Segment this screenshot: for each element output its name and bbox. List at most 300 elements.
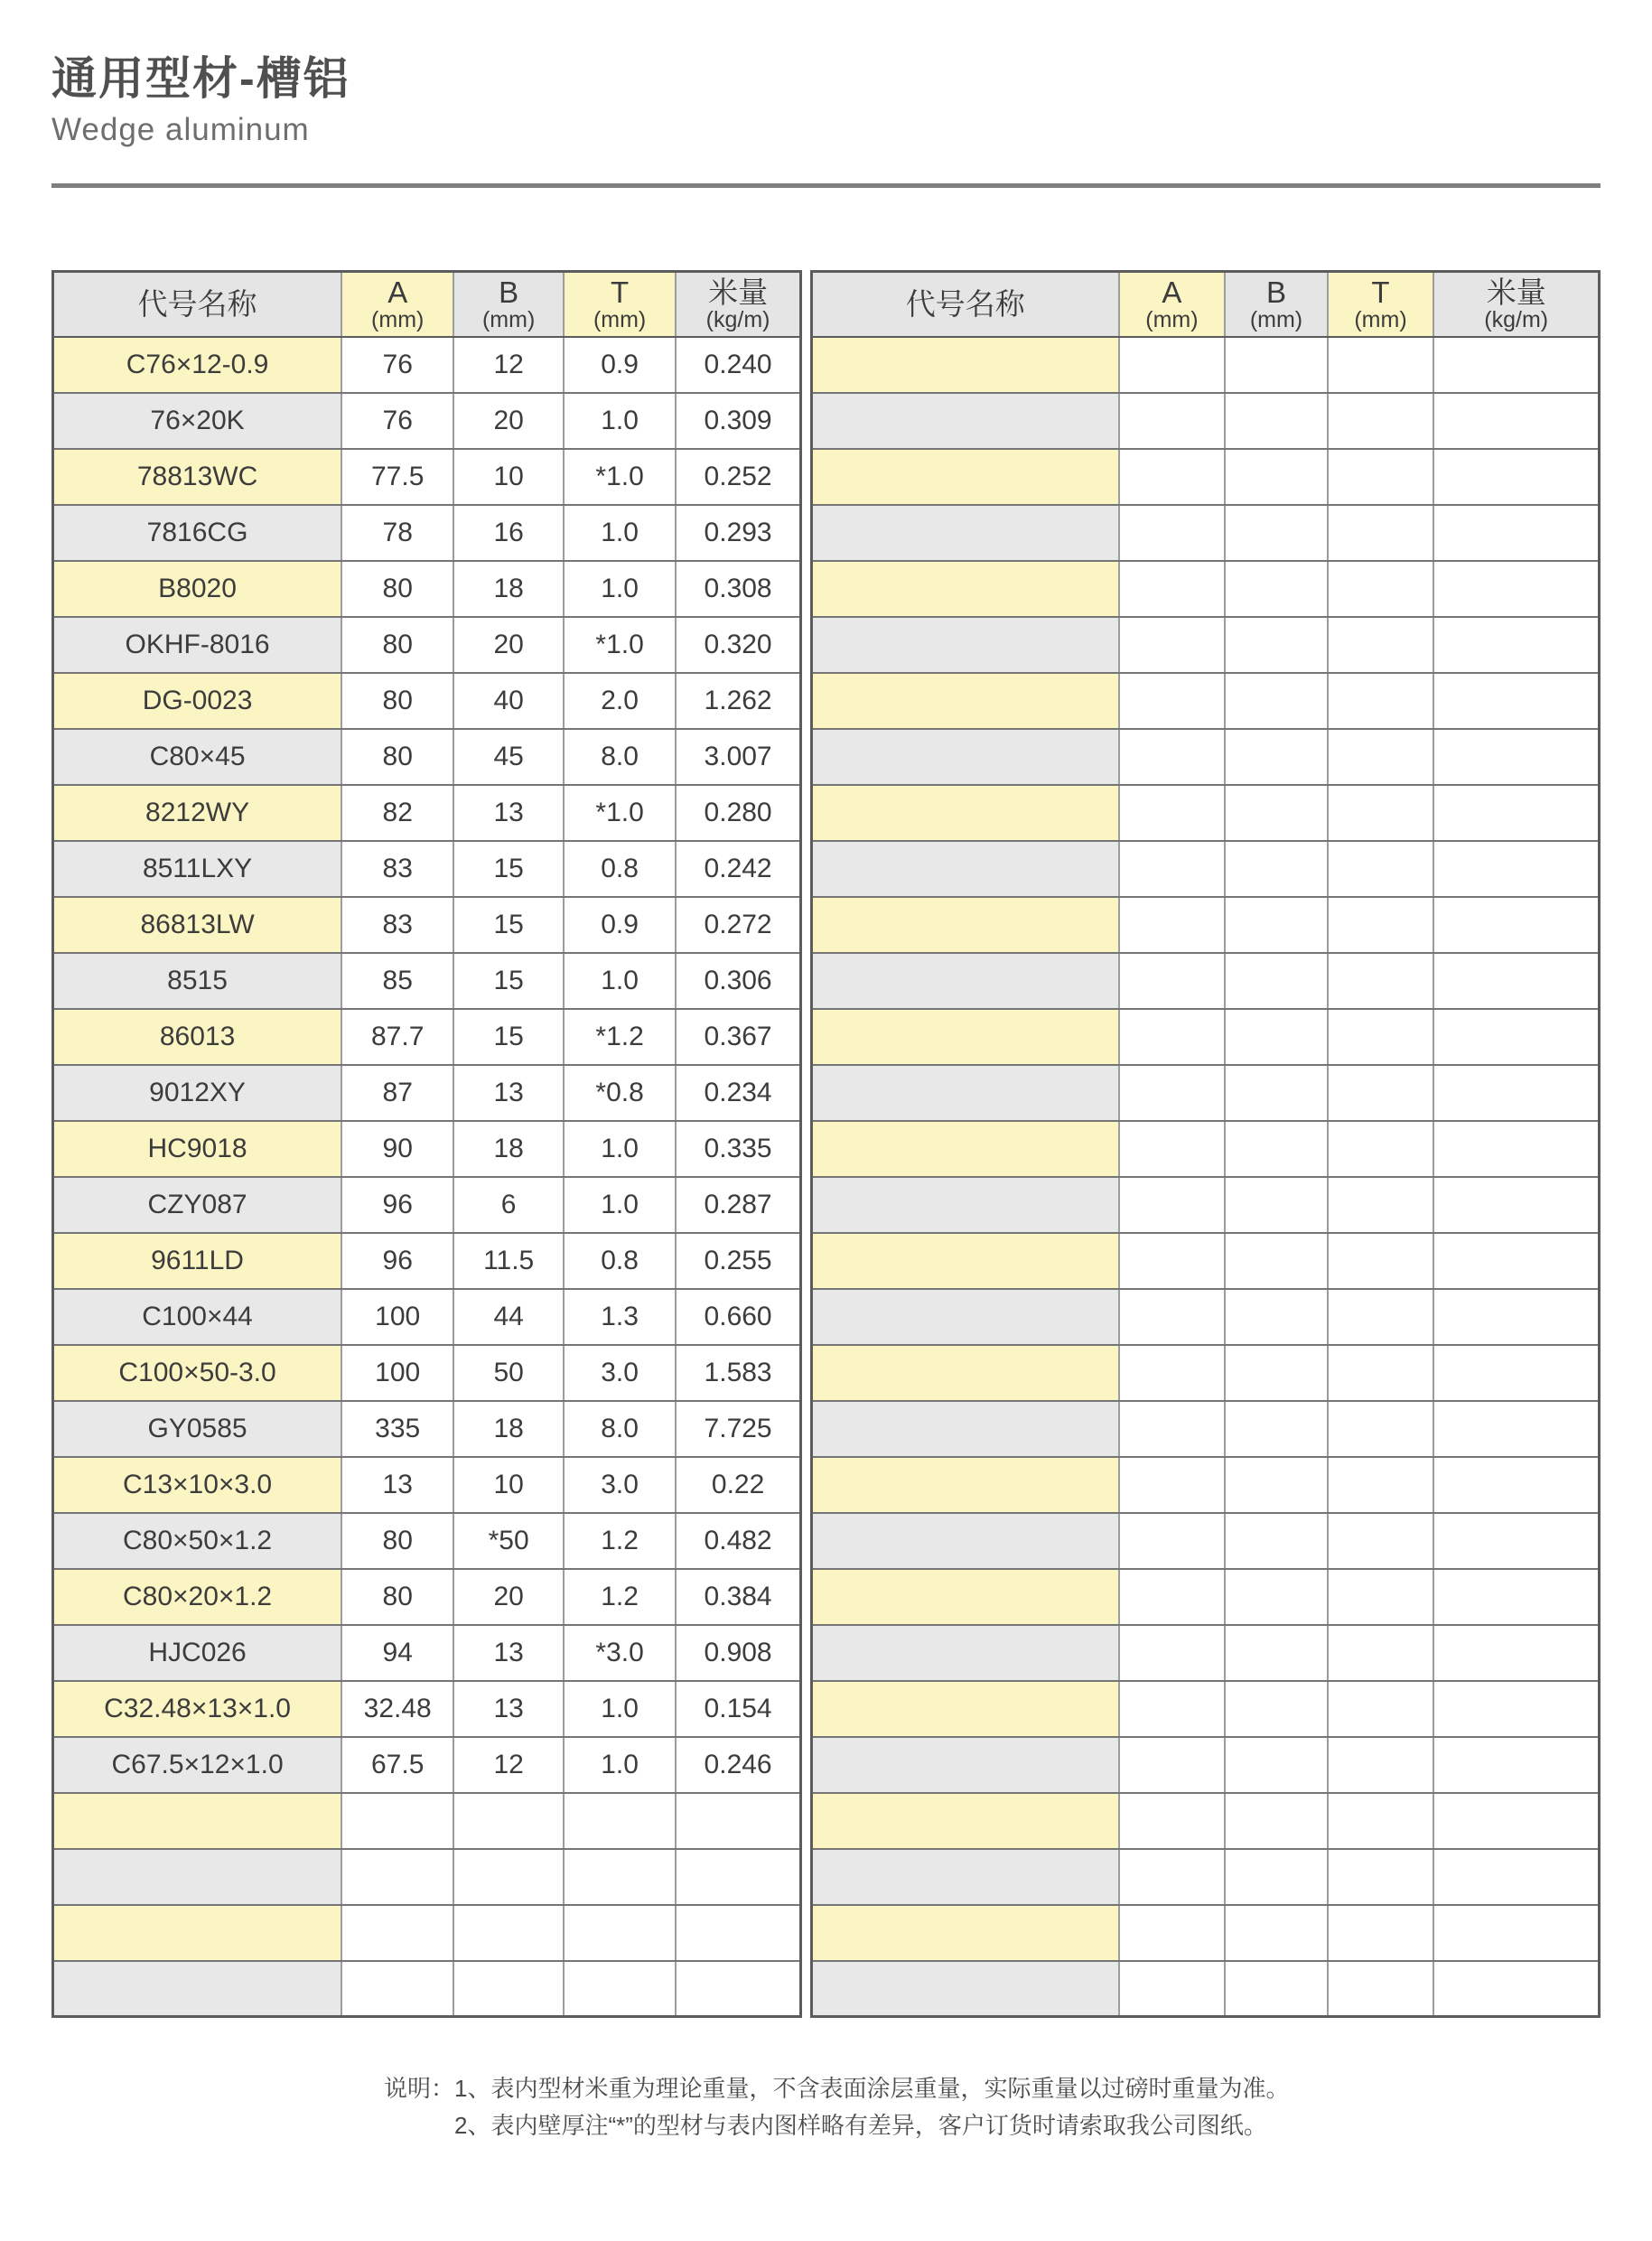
kg-value-cell [1433,841,1599,897]
kg-value-cell [1433,1065,1599,1121]
table-row [812,1513,1600,1569]
profile-name-cell: C13×10×3.0 [53,1457,342,1513]
kg-value-cell [1433,1401,1599,1457]
b-value-cell: 20 [453,393,564,449]
header-t-unit: (mm) [593,307,647,333]
t-value-cell [1328,1009,1434,1065]
table-row [53,1009,801,1065]
a-value-cell: 100 [341,1289,453,1345]
profile-name-cell: 9012XY [53,1065,342,1121]
table-row [53,1681,801,1737]
profile-name-cell: C76×12-0.9 [53,337,342,393]
a-value-cell [1119,449,1226,505]
kg-value-cell [1433,617,1599,673]
kg-value-cell: 0.287 [676,1177,800,1233]
profile-name-cell [812,1233,1119,1289]
table-row [53,1849,801,1905]
b-value-cell [1225,953,1327,1009]
t-value-cell [1328,785,1434,841]
table-row [53,729,801,785]
kg-value-cell: 0.22 [676,1457,800,1513]
kg-value-cell [1433,449,1599,505]
a-value-cell [1119,1849,1226,1905]
t-value-cell: 1.2 [564,1513,676,1569]
b-value-cell [1225,1625,1327,1681]
table-row [53,1121,801,1177]
profile-name-cell [812,337,1119,393]
profile-name-cell [812,897,1119,953]
profile-name-cell: B8020 [53,561,342,617]
a-value-cell [1119,1681,1226,1737]
a-value-cell: 80 [341,673,453,729]
table-row [812,1177,1600,1233]
t-value-cell [1328,1401,1434,1457]
a-value-cell: 80 [341,1513,453,1569]
b-value-cell [1225,1345,1327,1401]
a-value-cell [1119,1513,1226,1569]
profile-name-cell: C100×44 [53,1289,342,1345]
table-row [53,1457,801,1513]
kg-value-cell [1433,1793,1599,1849]
b-value-cell: 13 [453,1625,564,1681]
right-table-header [812,272,1600,337]
kg-value-cell [1433,1345,1599,1401]
t-value-cell: 1.2 [564,1569,676,1625]
b-value-cell [1225,1513,1327,1569]
t-value-cell [1328,449,1434,505]
b-value-cell: 11.5 [453,1233,564,1289]
kg-value-cell [1433,729,1599,785]
t-value-cell: 1.0 [564,1177,676,1233]
kg-value-cell: 0.308 [676,561,800,617]
kg-value-cell: 0.320 [676,617,800,673]
table-row [53,785,801,841]
b-value-cell [1225,337,1327,393]
t-value-cell [1328,673,1434,729]
t-value-cell [1328,1905,1434,1961]
table-row [53,617,801,673]
a-value-cell [341,1905,453,1961]
kg-value-cell: 0.242 [676,841,800,897]
b-value-cell: 15 [453,841,564,897]
kg-value-cell [676,1793,800,1849]
title-divider [51,183,1601,188]
table-row [53,393,801,449]
table-row [812,897,1600,953]
a-value-cell [1119,1625,1226,1681]
kg-value-cell: 0.234 [676,1065,800,1121]
kg-value-cell: 0.482 [676,1513,800,1569]
a-value-cell [1119,505,1226,561]
table-row [812,1849,1600,1905]
b-value-cell: 40 [453,673,564,729]
t-value-cell: 1.0 [564,1121,676,1177]
kg-value-cell [1433,1681,1599,1737]
profile-name-cell [812,953,1119,1009]
profile-name-cell: 78813WC [53,449,342,505]
t-value-cell [1328,617,1434,673]
a-value-cell [1119,841,1226,897]
kg-value-cell [1433,1625,1599,1681]
kg-value-cell [1433,785,1599,841]
profile-name-cell [812,449,1119,505]
a-value-cell [1119,1121,1226,1177]
kg-value-cell [1433,953,1599,1009]
table-row [812,1121,1600,1177]
t-value-cell: 3.0 [564,1345,676,1401]
b-value-cell: 16 [453,505,564,561]
b-value-cell: 12 [453,1737,564,1793]
table-row [812,1289,1600,1345]
header-a [341,272,453,337]
profile-name-cell: GY0585 [53,1401,342,1457]
t-value-cell [1328,561,1434,617]
b-value-cell [1225,1737,1327,1793]
t-value-cell [1328,1177,1434,1233]
a-value-cell: 82 [341,785,453,841]
t-value-cell: 0.9 [564,897,676,953]
kg-value-cell: 0.660 [676,1289,800,1345]
a-value-cell [1119,1737,1226,1793]
t-value-cell [1328,729,1434,785]
profile-name-cell [812,1457,1119,1513]
b-value-cell [1225,729,1327,785]
profile-name-cell: C32.48×13×1.0 [53,1681,342,1737]
table-row [53,337,801,393]
footnote-items [454,2070,1289,2143]
header-row [812,272,1600,337]
kg-value-cell: 0.240 [676,337,800,393]
table-row [53,1737,801,1793]
a-value-cell [1119,1289,1226,1345]
left-table-header [53,272,801,337]
table-row [812,337,1600,393]
header-b-unit: (mm) [481,307,536,333]
profile-name-cell [812,1401,1119,1457]
table-row [812,1905,1600,1961]
b-value-cell [1225,841,1327,897]
b-value-cell [453,1849,564,1905]
table-row [812,1233,1600,1289]
b-value-cell: 13 [453,1065,564,1121]
a-value-cell: 85 [341,953,453,1009]
profile-name-cell [812,1289,1119,1345]
t-value-cell [1328,1121,1434,1177]
header-name [53,272,342,337]
table-row [53,561,801,617]
kg-value-cell [1433,337,1599,393]
kg-value-cell [1433,1177,1599,1233]
spec-table-left [51,270,802,2018]
profile-name-cell: 76×20K [53,393,342,449]
t-value-cell: 1.0 [564,561,676,617]
b-value-cell: 12 [453,337,564,393]
b-value-cell [1225,1681,1327,1737]
t-value-cell [1328,1793,1434,1849]
header-weight [1433,272,1599,337]
t-value-cell [1328,337,1434,393]
profile-name-cell: HC9018 [53,1121,342,1177]
t-value-cell [564,1905,676,1961]
b-value-cell: 13 [453,1681,564,1737]
a-value-cell [1119,1233,1226,1289]
profile-name-cell [812,1065,1119,1121]
a-value-cell [1119,1177,1226,1233]
b-value-cell: 10 [453,449,564,505]
profile-name-cell [812,1009,1119,1065]
profile-name-cell: C67.5×12×1.0 [53,1737,342,1793]
kg-value-cell: 0.280 [676,785,800,841]
header-name-label: 代号名称 [905,286,1025,321]
profile-name-cell [812,729,1119,785]
header-a [1119,272,1226,337]
kg-value-cell [676,1905,800,1961]
profile-name-cell: C80×20×1.2 [53,1569,342,1625]
right-table-body [812,337,1600,2017]
b-value-cell: 6 [453,1177,564,1233]
table-row [53,1065,801,1121]
kg-value-cell [1433,1961,1599,2017]
profile-name-cell: C100×50-3.0 [53,1345,342,1401]
kg-value-cell [1433,1513,1599,1569]
b-value-cell [453,1961,564,2017]
profile-name-cell: 8511LXY [53,841,342,897]
profile-name-cell: 7816CG [53,505,342,561]
a-value-cell: 78 [341,505,453,561]
profile-name-cell [812,1625,1119,1681]
a-value-cell [1119,673,1226,729]
t-value-cell: 1.0 [564,953,676,1009]
a-value-cell [1119,785,1226,841]
profile-name-cell [812,1905,1119,1961]
t-value-cell [1328,1345,1434,1401]
b-value-cell: *50 [453,1513,564,1569]
kg-value-cell [1433,1121,1599,1177]
header-b-label: B [1265,275,1286,309]
header-b [453,272,564,337]
a-value-cell: 76 [341,393,453,449]
header-row [53,272,801,337]
header-a-unit: (mm) [371,307,425,333]
b-value-cell: 50 [453,1345,564,1401]
b-value-cell: 20 [453,1569,564,1625]
page-subtitle: Wedge aluminum [51,112,310,147]
header-weight [676,272,800,337]
table-row [53,1961,801,2017]
footnotes [384,2070,1601,2143]
profile-name-cell: C80×50×1.2 [53,1513,342,1569]
b-value-cell [1225,449,1327,505]
profile-name-cell: OKHF-8016 [53,617,342,673]
t-value-cell [1328,1569,1434,1625]
table-row [53,449,801,505]
spec-tables [51,270,1601,2018]
t-value-cell [1328,393,1434,449]
kg-value-cell [1433,1905,1599,1961]
t-value-cell [1328,1737,1434,1793]
a-value-cell [1119,1961,1226,2017]
a-value-cell: 87 [341,1065,453,1121]
t-value-cell [564,1793,676,1849]
profile-name-cell: 86013 [53,1009,342,1065]
t-value-cell: 0.9 [564,337,676,393]
table-row [812,617,1600,673]
profile-name-cell [53,1793,342,1849]
t-value-cell: 8.0 [564,729,676,785]
a-value-cell [1119,617,1226,673]
b-value-cell: 20 [453,617,564,673]
table-row [53,1569,801,1625]
t-value-cell: 0.8 [564,841,676,897]
kg-value-cell: 0.367 [676,1009,800,1065]
profile-name-cell [53,1849,342,1905]
a-value-cell [1119,393,1226,449]
t-value-cell [564,1961,676,2017]
b-value-cell: 15 [453,1009,564,1065]
t-value-cell: 1.0 [564,393,676,449]
table-row [53,1513,801,1569]
t-value-cell [1328,505,1434,561]
b-value-cell [1225,1961,1327,2017]
kg-value-cell: 1.583 [676,1345,800,1401]
t-value-cell [1328,1513,1434,1569]
a-value-cell: 32.48 [341,1681,453,1737]
table-row [53,1233,801,1289]
t-value-cell: 1.0 [564,1737,676,1793]
kg-value-cell: 1.262 [676,673,800,729]
b-value-cell: 15 [453,897,564,953]
table-row [53,1345,801,1401]
a-value-cell [1119,1401,1226,1457]
a-value-cell: 80 [341,729,453,785]
kg-value-cell: 0.255 [676,1233,800,1289]
header-weight-unit: (kg/m) [705,307,770,333]
a-value-cell [1119,1793,1226,1849]
a-value-cell [341,1793,453,1849]
kg-value-cell [1433,1457,1599,1513]
table-row [812,393,1600,449]
t-value-cell [1328,1849,1434,1905]
kg-value-cell: 0.154 [676,1681,800,1737]
profile-name-cell: 9611LD [53,1233,342,1289]
header-weight-label: 米量 [708,275,769,309]
t-value-cell: 3.0 [564,1457,676,1513]
profile-name-cell: 8515 [53,953,342,1009]
a-value-cell: 80 [341,561,453,617]
a-value-cell: 80 [341,617,453,673]
b-value-cell: 15 [453,953,564,1009]
b-value-cell: 18 [453,561,564,617]
profile-name-cell: DG-0023 [53,673,342,729]
profile-name-cell [812,1793,1119,1849]
a-value-cell [1119,1569,1226,1625]
b-value-cell: 10 [453,1457,564,1513]
t-value-cell [1328,1289,1434,1345]
b-value-cell [1225,1793,1327,1849]
footnote-item-1: 1、表内型材米重为理论重量，不含表面涂层重量，实际重量以过磅时重量为准。 [454,2075,1290,2103]
table-row [812,1401,1600,1457]
table-row [812,1681,1600,1737]
profile-name-cell: 86813LW [53,897,342,953]
a-value-cell [1119,1009,1226,1065]
profile-name-cell [812,1737,1119,1793]
b-value-cell [1225,1457,1327,1513]
kg-value-cell: 0.335 [676,1121,800,1177]
kg-value-cell: 0.306 [676,953,800,1009]
t-value-cell: 2.0 [564,673,676,729]
t-value-cell [564,1849,676,1905]
kg-value-cell: 0.309 [676,393,800,449]
a-value-cell: 67.5 [341,1737,453,1793]
b-value-cell [453,1793,564,1849]
profile-name-cell [53,1961,342,2017]
kg-value-cell [1433,1737,1599,1793]
a-value-cell [1119,729,1226,785]
profile-name-cell [812,785,1119,841]
table-row [812,1625,1600,1681]
table-row [812,1793,1600,1849]
profile-name-cell: CZY087 [53,1177,342,1233]
header-b [1225,272,1327,337]
profile-name-cell [812,1345,1119,1401]
b-value-cell [1225,617,1327,673]
b-value-cell [1225,393,1327,449]
profile-name-cell [812,1513,1119,1569]
t-value-cell: 1.0 [564,505,676,561]
b-value-cell [1225,1233,1327,1289]
profile-name-cell [812,1681,1119,1737]
table-row [812,729,1600,785]
table-row [812,785,1600,841]
table-row [53,673,801,729]
footnote-label: 说明： [384,2075,455,2103]
b-value-cell: 18 [453,1401,564,1457]
kg-value-cell: 0.293 [676,505,800,561]
a-value-cell [341,1961,453,2017]
b-value-cell [1225,1569,1327,1625]
table-row [53,1905,801,1961]
a-value-cell [341,1849,453,1905]
header-weight-unit: (kg/m) [1484,307,1549,333]
table-row [53,1289,801,1345]
a-value-cell [1119,953,1226,1009]
a-value-cell: 83 [341,841,453,897]
b-value-cell: 18 [453,1121,564,1177]
b-value-cell [1225,505,1327,561]
kg-value-cell: 0.272 [676,897,800,953]
table-row [53,1177,801,1233]
kg-value-cell [1433,1233,1599,1289]
profile-name-cell: C80×45 [53,729,342,785]
a-value-cell [1119,1065,1226,1121]
b-value-cell [1225,1065,1327,1121]
table-row [53,1793,801,1849]
table-row [812,1065,1600,1121]
a-value-cell: 96 [341,1233,453,1289]
table-row [812,1345,1600,1401]
header-name-label: 代号名称 [137,286,257,321]
profile-name-cell [812,561,1119,617]
profile-name-cell [812,1177,1119,1233]
t-value-cell [1328,953,1434,1009]
profile-name-cell [812,505,1119,561]
header-a-unit: (mm) [1145,307,1199,333]
table-row [812,953,1600,1009]
table-row [812,1457,1600,1513]
table-row [812,1009,1600,1065]
page-title: 通用型材-槽铝 [51,53,350,104]
table-row [53,505,801,561]
